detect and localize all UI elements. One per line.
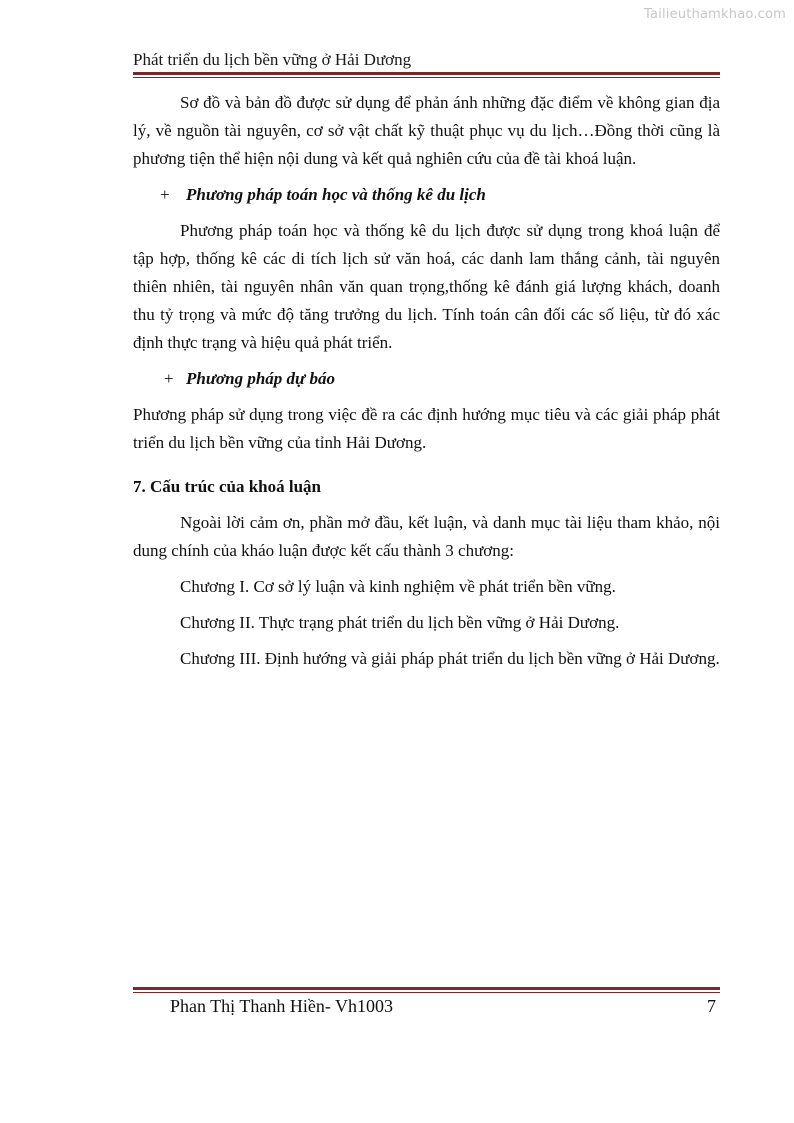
plus-bullet-icon: + [164,369,174,388]
chapter-item: Chương I. Cơ sở lý luận và kinh nghiệm về phát triển bền vững. [180,577,616,596]
paragraph-maps: Sơ đồ và bản đồ được sử dụng để phản ánh những đặc điểm về không gian địa lý, về nguồn tài nguyên, cơ sở vật chất kỹ thuật phục vụ du lịch…Đồng thời cũng là phương tiện thể hiện nội dung và kết quả nghiên cứu của đề tài khoá luận. [133,93,720,168]
chapter-item: Chương III. Định hướng và giải pháp phát triển du lịch bền vững ở Hải Dương. [180,649,720,668]
page-number: 7 [707,996,716,1016]
chapter-item: Chương II. Thực trạng phát triển du lịch bền vững ở Hải Dương. [180,613,620,632]
watermark: Tailieuthamkhao.com [644,7,786,22]
method-heading-forecast [133,365,720,393]
plus-bullet-icon: + [160,185,170,204]
running-header-title: Phát triển du lịch bền vững ở Hải Dương [133,50,412,69]
section-heading-structure: 7. Cấu trúc của khoá luận [133,477,321,496]
paragraph-structure: Ngoài lời cảm ơn, phần mở đầu, kết luận, và danh mục tài liệu tham khảo, nội dung chính của kháo luận được kết cấu thành 3 chương: [133,513,720,560]
footer-author: Phan Thị Thanh Hiền- Vh1003 [170,996,393,1016]
paragraph-statistics: Phương pháp toán học và thống kê du lịch được sử dụng trong khoá luận để tập hợp, thống kê các di tích lịch sử văn hoá, các danh lam thắng cảnh, tài nguyên thiên nhiên, tài nguyên nhân văn quan trọng,thống kê đánh giá lượng khách, doanh thu tỷ trọng và mức độ tăng trưởng du lịch. Tính toán cân đối các số liệu, từ đó xác định thực trạng và hiệu quả phát triển. [133,221,720,352]
page-body [133,89,720,673]
method-title-forecast: Phương pháp dự báo [186,369,335,388]
method-title-statistics: Phương pháp toán học và thống kê du lịch [186,185,486,204]
header-divider [133,72,720,78]
method-heading-statistics [133,181,720,209]
footer-divider [133,987,720,993]
paragraph-forecast: Phương pháp sử dụng trong việc đề ra các định hướng mục tiêu và các giải pháp phát triển du lịch bền vững của tỉnh Hải Dương. [133,405,720,452]
